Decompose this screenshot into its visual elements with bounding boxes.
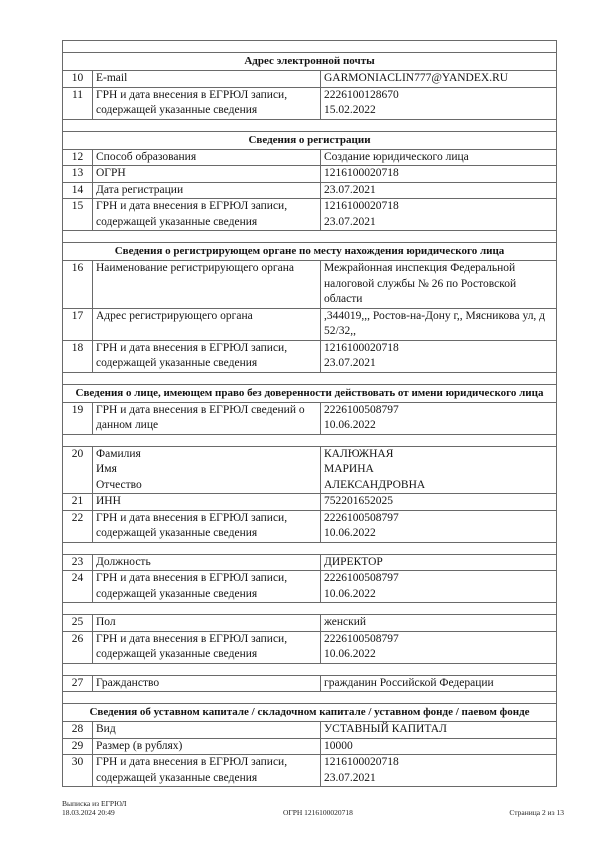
table-row [63, 675, 557, 692]
egrul-table [62, 40, 557, 787]
label-line: ГРН и дата внесения в ЕГРЮЛ записи, содержащей указанные сведения [96, 511, 288, 539]
value-line: ДИРЕКТОР [324, 555, 383, 568]
row-value [321, 631, 557, 663]
label-line: ГРН и дата внесения в ЕГРЮЛ записи, содержащей указанные сведения [96, 632, 288, 660]
value-line: 15.02.2022 [324, 104, 376, 116]
row-label [93, 261, 321, 309]
spacer-cell [63, 434, 557, 446]
row-label [93, 340, 321, 372]
row-value [321, 87, 557, 119]
row-number: 28 [63, 722, 93, 739]
value-line: GARMONIACLIN777@YANDEX.RU [324, 72, 509, 84]
row-number: 14 [63, 182, 93, 199]
header-row [63, 243, 557, 261]
spacer-row [63, 542, 557, 554]
row-label [93, 149, 321, 166]
row-value [321, 199, 557, 231]
row-value [321, 340, 557, 372]
table-row [63, 182, 557, 199]
label-line: ГРН и дата внесения в ЕГРЮЛ записи, содержащей указанные сведения [96, 756, 288, 784]
row-label [93, 554, 321, 571]
row-number: 27 [63, 675, 93, 692]
value-line: 10.06.2022 [324, 587, 376, 600]
row-label [93, 675, 321, 692]
row-value [321, 738, 557, 755]
table-row [63, 87, 557, 119]
value-line: 1216100020718 [324, 200, 399, 212]
row-number: 29 [63, 738, 93, 755]
row-value [321, 755, 557, 787]
label-line: ОГРН [96, 167, 126, 179]
label-line: ГРН и дата внесения в ЕГРЮЛ записи, содержащей указанные сведения [96, 88, 288, 116]
spacer-cell [63, 119, 557, 131]
footer-extract-datetime: 18.03.2024 20:49 [62, 808, 115, 817]
row-number: 15 [63, 199, 93, 231]
label-line: Должность [96, 555, 151, 568]
label-line: Дата регистрации [96, 183, 184, 196]
label-line: Пол [96, 616, 116, 628]
footer-page-number: Страница 2 из 13 [509, 808, 564, 817]
value-line: гражданин Российской Федерации [324, 676, 494, 689]
row-number: 24 [63, 571, 93, 603]
spacer-row [63, 231, 557, 243]
row-number: 16 [63, 261, 93, 309]
row-number: 26 [63, 631, 93, 663]
row-label [93, 510, 321, 542]
label-line: Вид [96, 723, 116, 735]
row-number: 11 [63, 87, 93, 119]
table-row [63, 199, 557, 231]
row-value [321, 446, 557, 494]
row-number: 18 [63, 340, 93, 372]
row-label [93, 631, 321, 663]
row-value [321, 510, 557, 542]
label-line: E-mail [96, 72, 128, 84]
value-line: 1216100020718 [324, 341, 399, 354]
spacer-cell [63, 692, 557, 704]
value-line: 2226100128670 [324, 88, 399, 101]
table-row [63, 261, 557, 309]
value-line: 1216100020718 [324, 167, 399, 179]
row-value [321, 182, 557, 199]
row-number: 23 [63, 554, 93, 571]
label-line: Гражданство [96, 676, 160, 689]
value-line: 23.07.2021 [324, 357, 376, 369]
value-line: КАЛЮЖНАЯ [324, 447, 394, 460]
row-number: 25 [63, 615, 93, 632]
row-number: 22 [63, 510, 93, 542]
spacer-cell [63, 231, 557, 243]
spacer-cell [63, 663, 557, 675]
section-header: Сведения о лице, имеющем право без доверенности действовать от имени юридического лица [63, 384, 557, 402]
row-value [321, 166, 557, 183]
table-row [63, 149, 557, 166]
value-line: АЛЕКСАНДРОВНА [324, 478, 426, 491]
row-label [93, 494, 321, 511]
table-row [63, 71, 557, 88]
row-number: 20 [63, 446, 93, 494]
table-row [63, 615, 557, 632]
row-label [93, 182, 321, 199]
row-value [321, 261, 557, 309]
row-label [93, 446, 321, 494]
label-line: Фамилия [96, 447, 141, 460]
section-header: Сведения об уставном капитале / складочном капитале / уставном фонде / паевом фонде [63, 704, 557, 722]
spacer-row [63, 434, 557, 446]
spacer-row [63, 603, 557, 615]
value-line: 10.06.2022 [324, 648, 376, 660]
section-header: Сведения о регистрации [63, 131, 557, 149]
table-row [63, 510, 557, 542]
row-value [321, 494, 557, 511]
row-number: 10 [63, 71, 93, 88]
section-header: Адрес электронной почты [63, 53, 557, 71]
value-line: 2226100508797 [324, 403, 399, 416]
row-label [93, 738, 321, 755]
label-line: Размер (в рублях) [96, 739, 183, 752]
row-label [93, 199, 321, 231]
label-line: ИНН [96, 495, 121, 507]
row-number: 12 [63, 149, 93, 166]
row-label [93, 308, 321, 340]
spacer-cell [63, 603, 557, 615]
value-line: 23.07.2021 [324, 215, 376, 228]
table-row [63, 722, 557, 739]
table-row [63, 446, 557, 494]
value-line: УСТАВНЫЙ КАПИТАЛ [324, 723, 447, 735]
value-line: 2226100508797 [324, 572, 399, 584]
label-line: ГРН и дата внесения в ЕГРЮЛ записи, содержащей указанные сведения [96, 572, 288, 600]
row-label [93, 71, 321, 88]
value-line: 10000 [324, 739, 353, 752]
table-row [63, 402, 557, 434]
row-value [321, 149, 557, 166]
table-row [63, 308, 557, 340]
table-row [63, 554, 557, 571]
spacer-row [63, 372, 557, 384]
table-row [63, 340, 557, 372]
header-row [63, 53, 557, 71]
value-line: 1216100020718 [324, 756, 399, 768]
spacer-row [63, 119, 557, 131]
table-row [63, 738, 557, 755]
value-line: 752201652025 [324, 495, 393, 507]
row-value [321, 722, 557, 739]
value-line: женский [324, 616, 367, 628]
value-line: ,344019,,, Ростов-на-Дону г,, Мясникова ул, д 52/32,, [324, 309, 546, 337]
row-value [321, 554, 557, 571]
spacer-row [63, 663, 557, 675]
row-value [321, 308, 557, 340]
header-row [63, 131, 557, 149]
row-label [93, 722, 321, 739]
label-line: ГРН и дата внесения в ЕГРЮЛ записи, содержащей указанные сведения [96, 200, 288, 228]
row-label [93, 402, 321, 434]
spacer-cell [63, 41, 557, 53]
page-footer [62, 799, 564, 817]
row-label [93, 755, 321, 787]
row-number: 13 [63, 166, 93, 183]
value-line: 23.07.2021 [324, 771, 376, 784]
table-row [63, 571, 557, 603]
label-line: Адрес регистрирующего органа [96, 309, 253, 322]
table-row [63, 494, 557, 511]
footer-extract-info [62, 799, 127, 817]
row-label [93, 166, 321, 183]
header-row [63, 704, 557, 722]
label-line: Отчество [96, 478, 142, 491]
spacer-cell [63, 372, 557, 384]
table-row [63, 631, 557, 663]
header-row [63, 384, 557, 402]
table-row [63, 755, 557, 787]
value-line: МАРИНА [324, 463, 374, 475]
label-line: ГРН и дата внесения в ЕГРЮЛ сведений о данном лице [96, 403, 305, 431]
egrul-table-body [63, 41, 557, 787]
value-line: Создание юридического лица [324, 150, 469, 163]
label-line: Имя [96, 463, 117, 475]
label-line: ГРН и дата внесения в ЕГРЮЛ записи, содержащей указанные сведения [96, 341, 288, 369]
row-value [321, 615, 557, 632]
row-number: 17 [63, 308, 93, 340]
label-line: Способ образования [96, 150, 197, 163]
value-line: 10.06.2022 [324, 527, 376, 539]
row-value [321, 675, 557, 692]
row-label [93, 571, 321, 603]
row-label [93, 87, 321, 119]
row-label [93, 615, 321, 632]
value-line: 2226100508797 [324, 511, 399, 524]
section-header: Сведения о регистрирующем органе по месту нахождения юридического лица [63, 243, 557, 261]
row-number: 19 [63, 402, 93, 434]
footer-ogrn: ОГРН 1216100020718 [282, 808, 353, 817]
table-row [63, 166, 557, 183]
footer-extract-label: Выписка из ЕГРЮЛ [62, 799, 127, 808]
value-line: 23.07.2021 [324, 183, 376, 196]
row-number: 21 [63, 494, 93, 511]
spacer-row [63, 41, 557, 53]
value-line: 2226100508797 [324, 632, 399, 645]
value-line: 10.06.2022 [324, 419, 376, 431]
spacer-cell [63, 542, 557, 554]
row-number: 30 [63, 755, 93, 787]
row-value [321, 71, 557, 88]
label-line: Наименование регистрирующего органа [96, 262, 294, 274]
spacer-row [63, 692, 557, 704]
row-value [321, 402, 557, 434]
row-value [321, 571, 557, 603]
value-line: Межрайонная инспекция Федеральной налоговой службы № 26 по Ростовской области [324, 262, 517, 305]
